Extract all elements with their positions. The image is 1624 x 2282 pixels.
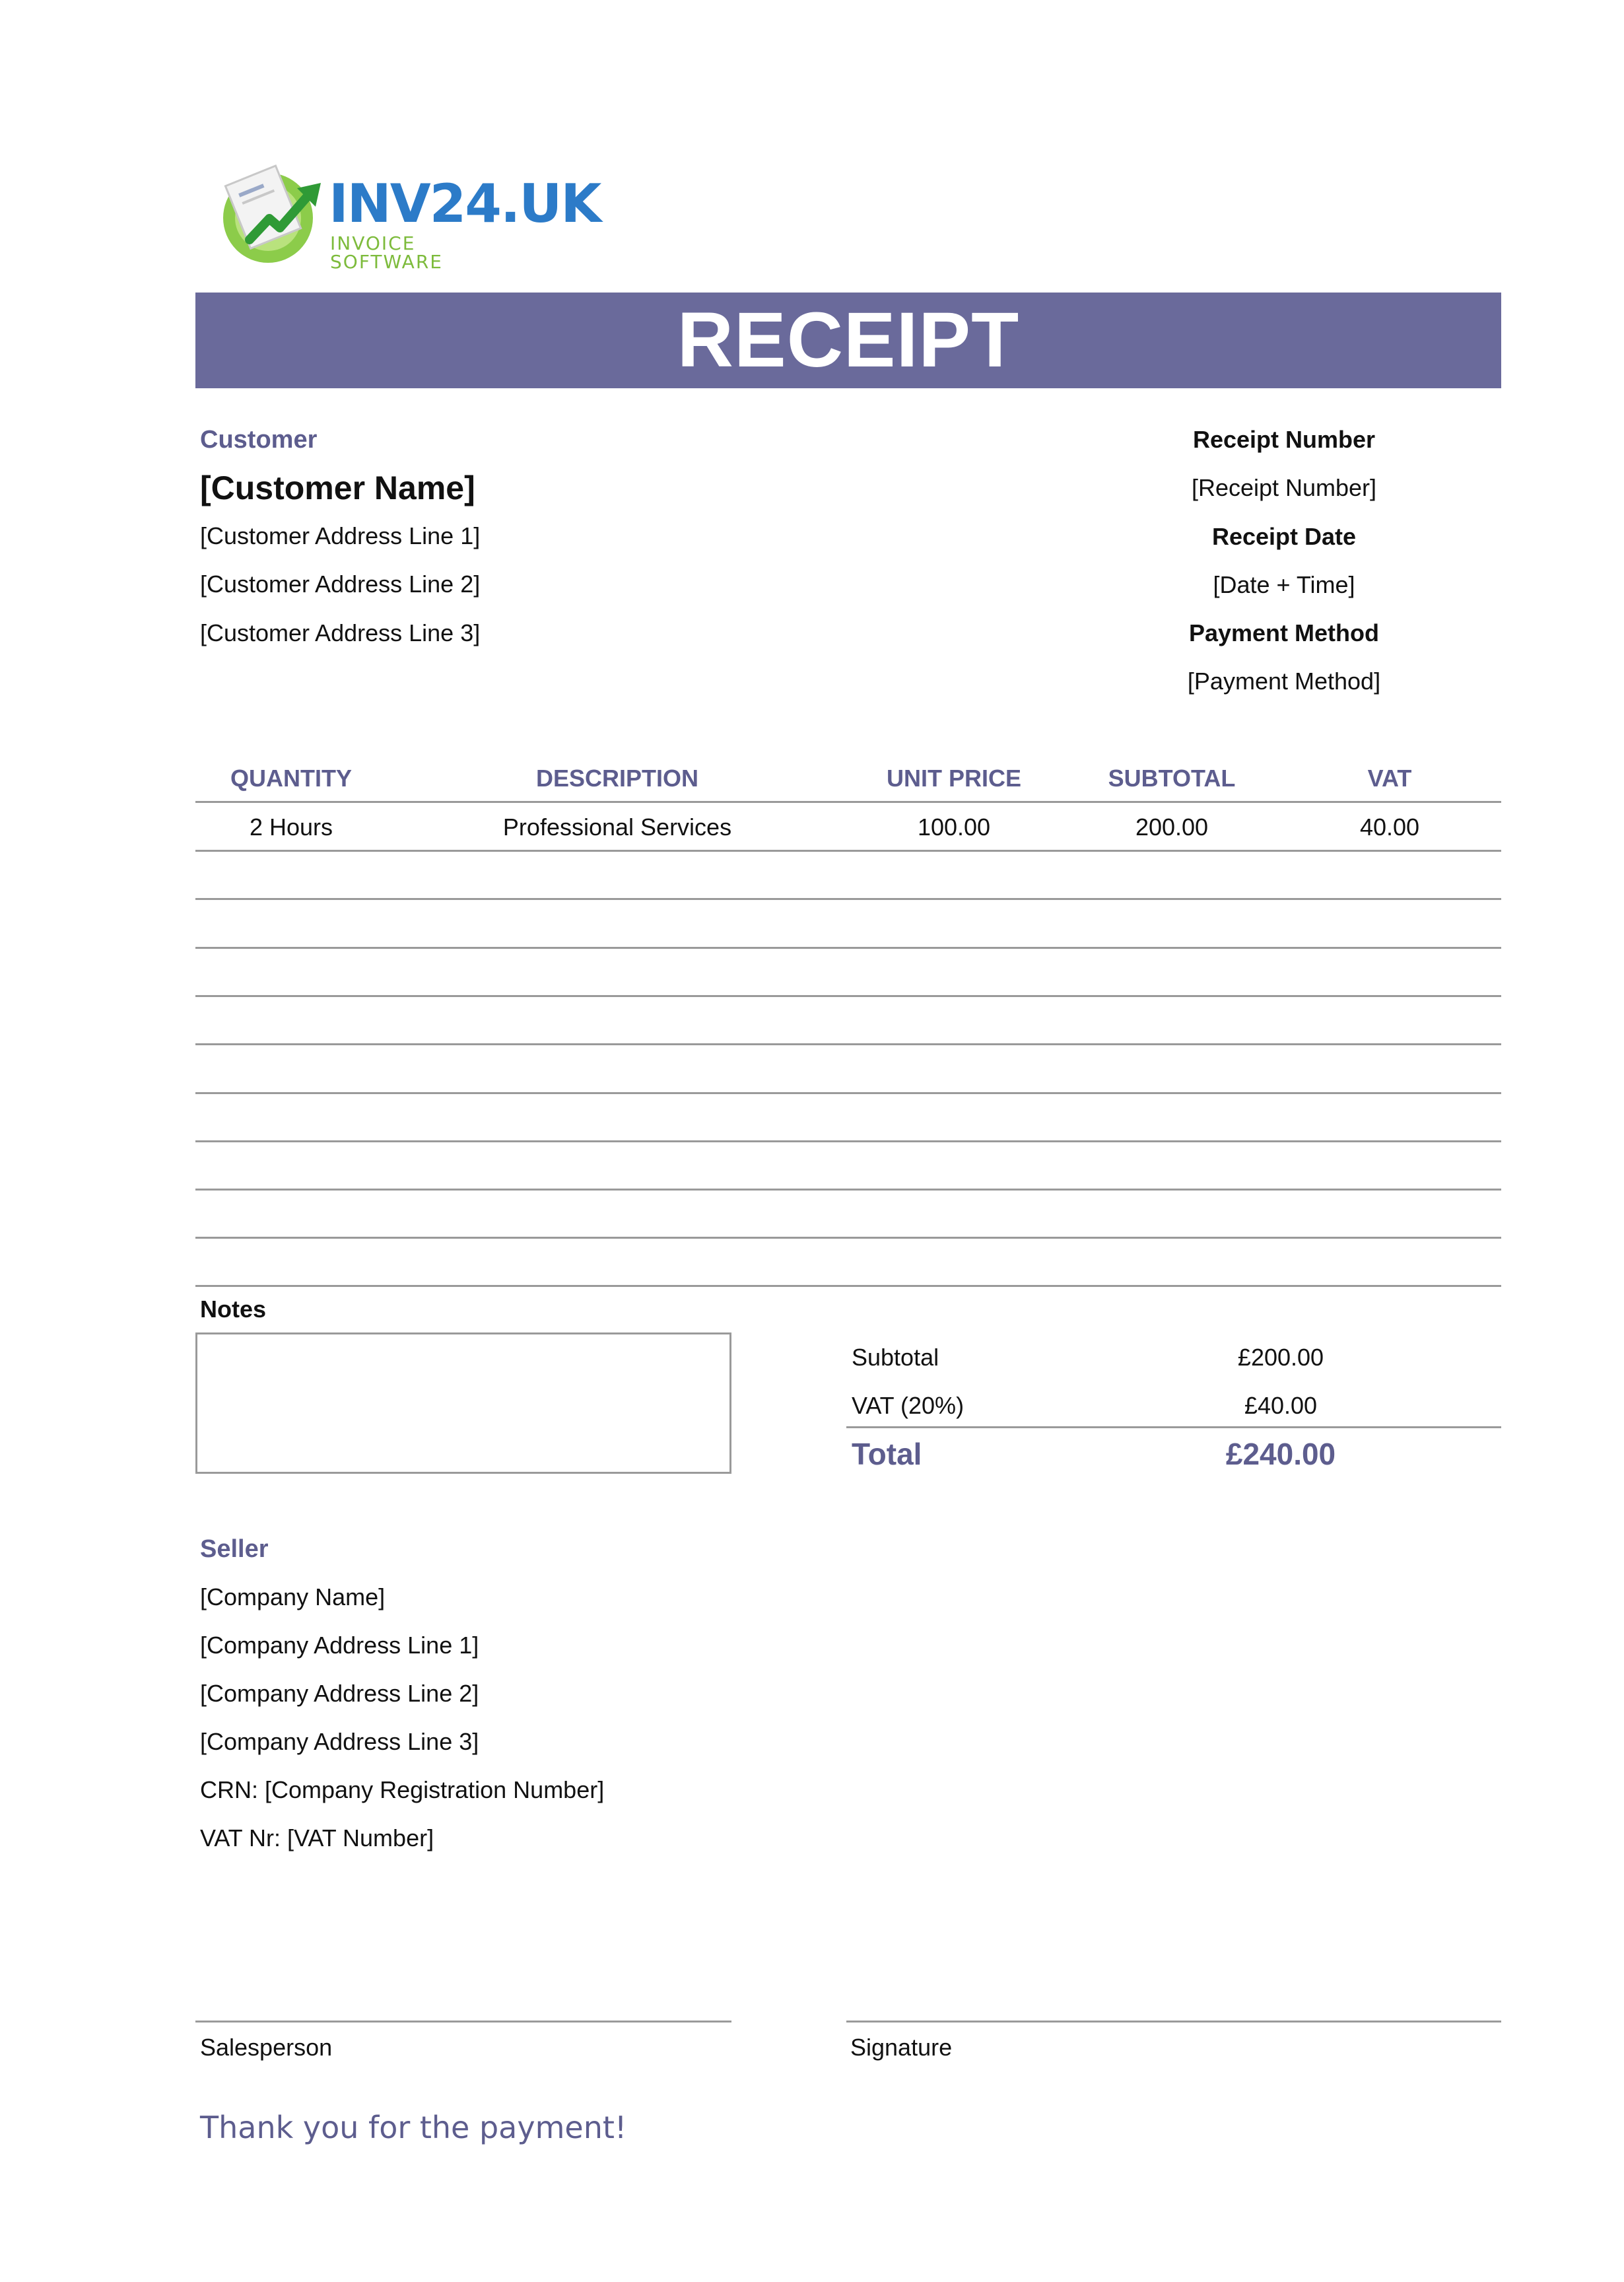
seller-vat-number: VAT Nr: [VAT Number] — [200, 1824, 434, 1851]
table-rule — [195, 898, 1501, 900]
table-rule — [195, 801, 1501, 803]
seller-label: Seller — [200, 1535, 269, 1563]
cell-unit-price: 100.00 — [917, 813, 991, 841]
seller-company-name: [Company Name] — [200, 1583, 386, 1610]
cell-vat: 40.00 — [1359, 813, 1420, 841]
logo-icon — [217, 162, 329, 267]
column-header-subtotal: SUBTOTAL — [1108, 765, 1236, 792]
column-header-vat: VAT — [1367, 765, 1412, 792]
customer-name: [Customer Name] — [200, 469, 475, 506]
table-rule — [195, 1285, 1501, 1287]
table-rule — [195, 995, 1501, 997]
cell-description: Professional Services — [502, 813, 732, 841]
column-header-unit-price: UNIT PRICE — [886, 765, 1021, 792]
cell-subtotal: 200.00 — [1135, 813, 1209, 841]
vat-value: £40.00 — [1244, 1392, 1318, 1419]
signature-label: Signature — [850, 2034, 953, 2061]
table-rule — [195, 947, 1501, 949]
table-rule — [195, 1140, 1501, 1142]
total-value: £240.00 — [1225, 1437, 1336, 1471]
cell-quantity: 2 Hours — [249, 813, 333, 841]
customer-address-line-3: [Customer Address Line 3] — [200, 619, 481, 646]
column-header-description: DESCRIPTION — [535, 765, 699, 792]
column-header-quantity: QUANTITY — [230, 765, 352, 792]
salesperson-signature-line — [195, 2021, 731, 2023]
company-logo — [217, 162, 601, 273]
seller-crn: CRN: [Company Registration Number] — [200, 1776, 605, 1803]
total-label: Total — [852, 1437, 922, 1471]
vat-label: VAT (20%) — [852, 1392, 964, 1419]
totals-rule — [846, 1426, 1501, 1428]
payment-method-label: Payment Method — [1188, 619, 1380, 646]
receipt-number-label: Receipt Number — [1192, 426, 1376, 453]
table-rule — [195, 1237, 1501, 1239]
table-rule — [195, 1092, 1501, 1094]
receipt-date-label: Receipt Date — [1211, 523, 1357, 550]
customer-address-line-2: [Customer Address Line 2] — [200, 570, 481, 598]
salesperson-label: Salesperson — [200, 2034, 333, 2061]
table-rule — [195, 1189, 1501, 1191]
customer-address-line-1: [Customer Address Line 1] — [200, 522, 481, 549]
seller-address-line-2: [Company Address Line 2] — [200, 1680, 479, 1707]
notes-box — [195, 1332, 731, 1474]
table-rule — [195, 850, 1501, 852]
receipt-number-value: [Receipt Number] — [1191, 474, 1377, 501]
table-rule — [195, 1043, 1501, 1045]
document-title: RECEIPT — [677, 296, 1020, 384]
logo-wordmark: INV24.UK — [329, 173, 601, 234]
subtotal-value: £200.00 — [1237, 1344, 1324, 1371]
seller-address-line-1: [Company Address Line 1] — [200, 1632, 479, 1659]
receipt-date-value: [Date + Time] — [1213, 571, 1355, 598]
subtotal-label: Subtotal — [852, 1344, 939, 1371]
customer-label: Customer — [200, 426, 318, 454]
payment-method-value: [Payment Method] — [1187, 668, 1381, 695]
notes-label: Notes — [200, 1296, 267, 1323]
seller-address-line-3: [Company Address Line 3] — [200, 1728, 479, 1755]
thank-you-message: Thank you for the payment! — [200, 2110, 627, 2145]
signature-line — [846, 2021, 1501, 2023]
logo-tagline: INVOICE SOFTWARE — [330, 232, 443, 273]
title-banner — [195, 293, 1501, 388]
